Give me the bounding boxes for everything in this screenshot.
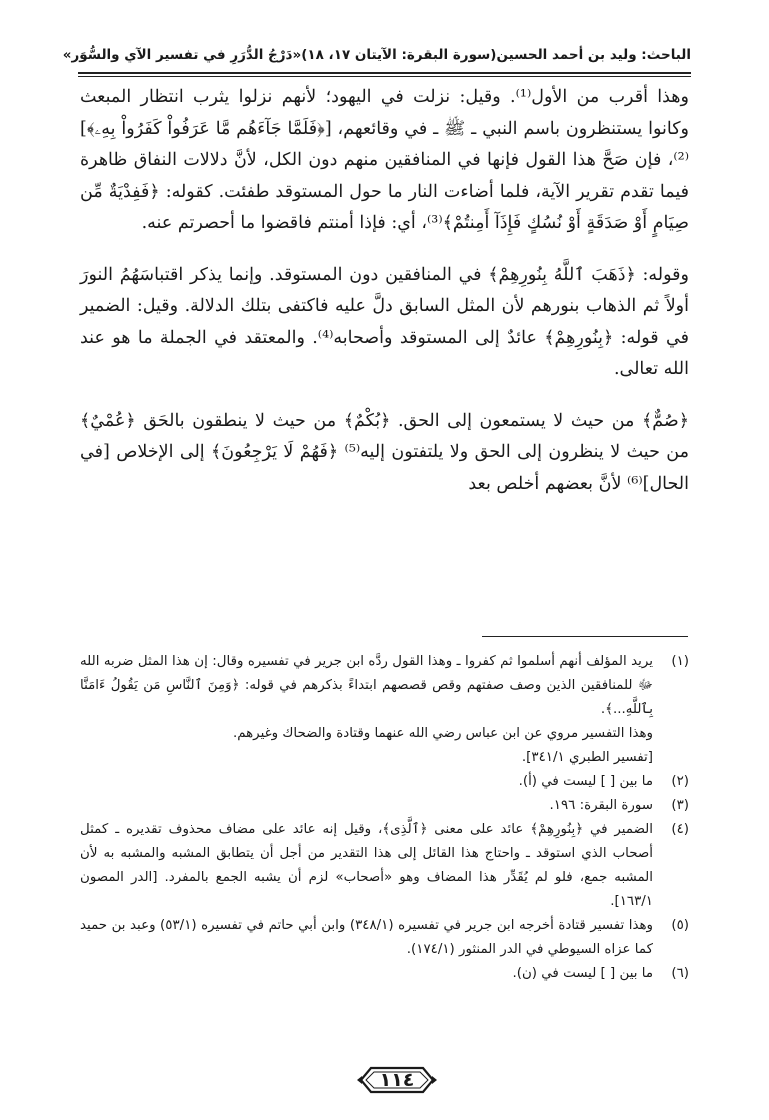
footnote-number: (٢) — [671, 774, 689, 789]
footnote-text — [80, 818, 653, 914]
main-text — [80, 82, 689, 500]
footnote — [80, 650, 689, 770]
footnote-text — [80, 794, 653, 818]
header-rule — [78, 72, 691, 74]
footnote-number: (٤) — [671, 822, 689, 837]
footnote-line: وهذا التفسير مروي عن ابن عباس رضي الله عنهما وقتادة والضحاك وغيرهم. — [232, 726, 653, 741]
paragraph: وهذا أقرب من الأول⁽¹⁾. وقيل: نزلت في اليهود؛ لأنهم نزلوا يثرب انتظار المبعث وكانوا يستنظرون باسم النبي ـ ﷺ ـ في وقائعهم، [﴿فَلَمَّا جَآءَهُم مَّا عَرَفُواْ كَفَرُواْ بِهِۦ﴾]⁽²⁾، فإن صَحَّ هذا القول فإنها في المنافقين منهم دون الكل، لأنَّ دلالات النفاق ظاهرة فيما تقدم تقرير الآية، فلما أضاءت النار ما حول المستوقد طفئت. كقوله: ﴿فَفِدْيَةٌ مِّن صِيَامٍ أَوْ صَدَقَةٍ أَوْ نُسُكٍ فَإِذَآ أَمِنتُمْ﴾⁽³⁾، أي: فإذا أمنتم فاقضوا ما أحصرتم عنه. — [80, 87, 689, 233]
header-author: الباحث: وليد بن أحمد الحسين — [496, 47, 691, 63]
footnote-text — [80, 770, 653, 794]
footnote-line: سورة البقرة: ١٩٦. — [549, 798, 653, 813]
footnote-text — [80, 914, 653, 962]
footnote-line: ما بين [ ] ليست في (ن). — [512, 966, 653, 981]
footnote-number: (٦) — [671, 966, 689, 981]
footnote-separator — [482, 636, 688, 637]
footnote-line: وهذا تفسير قتادة أخرجه ابن جرير في تفسيره (٣٤٨/١) وابن أبي حاتم في تفسيره (٥٣/١) وعبد بن حميد كما عزاه السيوطي في الدر المنثور (١٧٤/١). — [80, 918, 654, 957]
footnotes — [80, 650, 689, 986]
header-book-title: «دَرْجُ الدُّرَرِ في تفسير الآي والسُّوَر» — [62, 47, 302, 63]
footnote-line: ما بين [ ] ليست في (أ). — [518, 774, 653, 789]
footnote-text — [80, 650, 653, 770]
footnote-number: (٥) — [671, 918, 689, 933]
footnote-line: [تفسير الطبري ٣٤١/١]. — [521, 750, 653, 765]
footnote-number: (٣) — [671, 798, 689, 813]
running-header — [62, 40, 691, 70]
paragraph: ﴿صُمٌّ﴾ من حيث لا يستمعون إلى الحق. ﴿بُكْمٌ﴾ من حيث لا ينطقون بالحَق ﴿عُمْيٌ﴾ من حيث لا ينظرون إلى الحق ولا يلتفتون إليه⁽⁵⁾ ﴿فَهُمْ لَا يَرْجِعُونَ﴾ إلى الإخلاص [في الحال]⁽⁶⁾ لأنَّ بعضهم أخلص بعد — [80, 410, 689, 494]
footnote-text — [80, 962, 653, 986]
paragraph: وقوله: ﴿ذَهَبَ ٱللَّهُ بِنُورِهِمْ﴾ في المنافقين دون المستوقد. وإنما يذكر اقتباسَهُمُ النورَ أولاً ثم الذهاب بنورهم لأن المثل السابق دلَّ عليه فاكتفى بتلك الدلالة. وقيل: الضمير في قوله: ﴿بِنُورِهِمْ﴾ عائدٌ إلى المستوقد وأصحابه⁽⁴⁾. والمعتقد في الجملة ما هو عند الله تعالى. — [80, 264, 689, 379]
header-rule-thin — [78, 76, 691, 77]
header-section: (سورة البقرة: الآيتان ١٧، ١٨) — [301, 47, 497, 63]
footnote — [80, 818, 689, 914]
footnote — [80, 770, 689, 794]
footnote — [80, 794, 689, 818]
footnote-number: (١) — [671, 654, 689, 669]
page-number: ١١٤ — [379, 1069, 415, 1091]
page-number-ornament — [357, 1062, 437, 1098]
footnote — [80, 914, 689, 962]
footnote — [80, 962, 689, 986]
footnote-line: يريد المؤلف أنهم أسلموا ثم كفروا ـ وهذا القول ردَّه ابن جرير في تفسيره وقال: إن هذا المثل ضربه الله ﷻ للمنافقين الذين وصف صفتهم وقص قصصهم ابتداءً بذكرهم في قوله: ﴿وَمِنَ ٱلنَّاسِ مَن يَقُولُ ءَامَنَّا بِٱللَّهِ...﴾. — [80, 654, 653, 717]
footnote-line: الضمير في ﴿بِنُورِهِمْ﴾ عائد على معنى ﴿ٱلَّذِى﴾، وقيل إنه عائد على مضاف محذوف تقديره ـ كمثل أصحاب الذي استوقد ـ واحتاج هذا القائل إلى هذا التقدير من أجل أن يتطابق المشبه والمشبه به لأن المشبه جمع، فلو لم يُقَدِّر هذا المضاف وهو «أصحاب» لزم أن يشبه الجمع بالمفرد. [الدر المصون ١٦٣/١]. — [80, 822, 653, 909]
